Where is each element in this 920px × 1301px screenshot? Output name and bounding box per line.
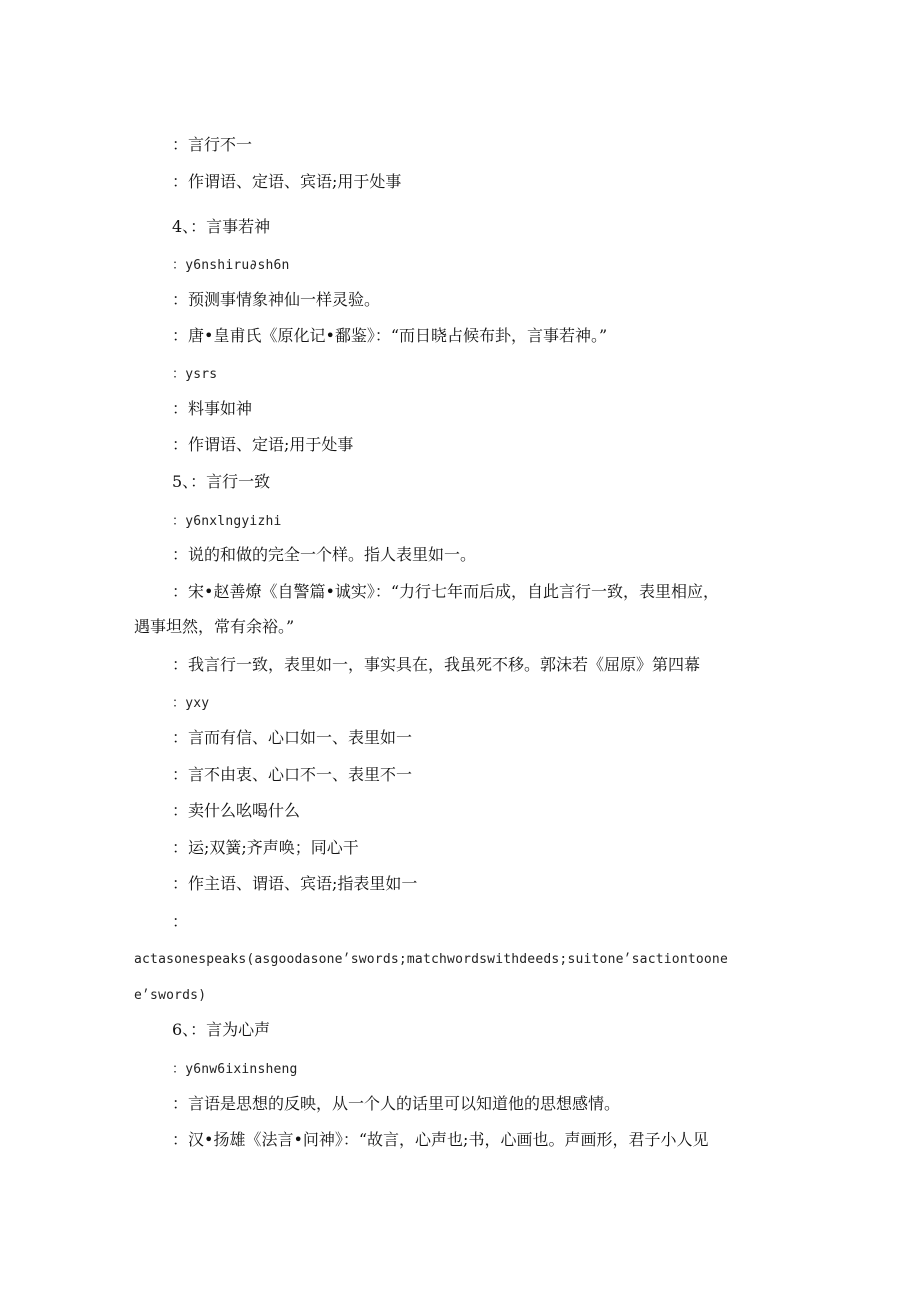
riddle-line: ：运;双簧;齐声唤；同心干 xyxy=(172,838,359,857)
english-translation: actasonespeaks(asgoodasone׳swords;matchwordswithdeeds;suitone׳sactiontoone xyxy=(134,952,728,967)
usage-line: ：作主语、谓语、宾语;指表里如一 xyxy=(172,874,418,893)
entry-heading: 6、：言为心声 xyxy=(172,1020,271,1039)
example-line: ：我言行一致，表里如一，事实具在，我虽死不移。郭沫若《屈原》第四幕 xyxy=(172,655,701,674)
pinyin-line: ：y6nshiru∂sh6n xyxy=(172,258,290,273)
entry-heading: 5、：言行一致 xyxy=(172,472,271,491)
usage-line: ：作谓语、定语、宾语;用于处事 xyxy=(172,172,402,191)
source-line: ：汉•扬雄《法言•问神》：“故言，心声也;书，心画也。声画形，君子小人见 xyxy=(172,1130,709,1149)
source-line-continued: 遇事坦然，常有余裕。” xyxy=(134,617,295,636)
abbreviation-line: ：yxy xyxy=(172,696,210,711)
saying-line: ：卖什么吆喝什么 xyxy=(172,801,301,820)
synonym-line: ：料事如神 xyxy=(172,399,253,418)
definition-line: ：说的和做的完全一个样。指人表里如一。 xyxy=(172,545,477,564)
english-translation-continued: e׳swords) xyxy=(134,988,207,1003)
pinyin-line: ：y6nxlngyizhi xyxy=(172,514,282,529)
pinyin-line: ：y6nw6ixinsheng xyxy=(172,1062,298,1077)
entry-heading: 4、：言事若神 xyxy=(172,217,271,236)
antonym-line: ：言不由衷、心口不一、表里不一 xyxy=(172,765,413,784)
synonym-line: ：言而有信、心口如一、表里如一 xyxy=(172,728,413,747)
source-line: ：唐•皇甫氏《原化记•鄱鉴》：“而日晓占候布卦，言事若神。” xyxy=(172,326,608,345)
definition-line: ：预测事情象神仙一样灵验。 xyxy=(172,290,381,309)
abbreviation-line: ：ysrs xyxy=(172,367,218,382)
translation-label: ： xyxy=(172,912,189,931)
usage-line: ：作谓语、定语;用于处事 xyxy=(172,435,354,454)
source-line: ：宋•赵善燎《自警篇•诚实》：“力行七年而后成，自此言行一致，表里相应， xyxy=(172,582,720,601)
definition-line: ：言语是思想的反映，从一个人的话里可以知道他的思想感情。 xyxy=(172,1094,621,1113)
meaning-line: ：言行不一 xyxy=(172,135,253,154)
